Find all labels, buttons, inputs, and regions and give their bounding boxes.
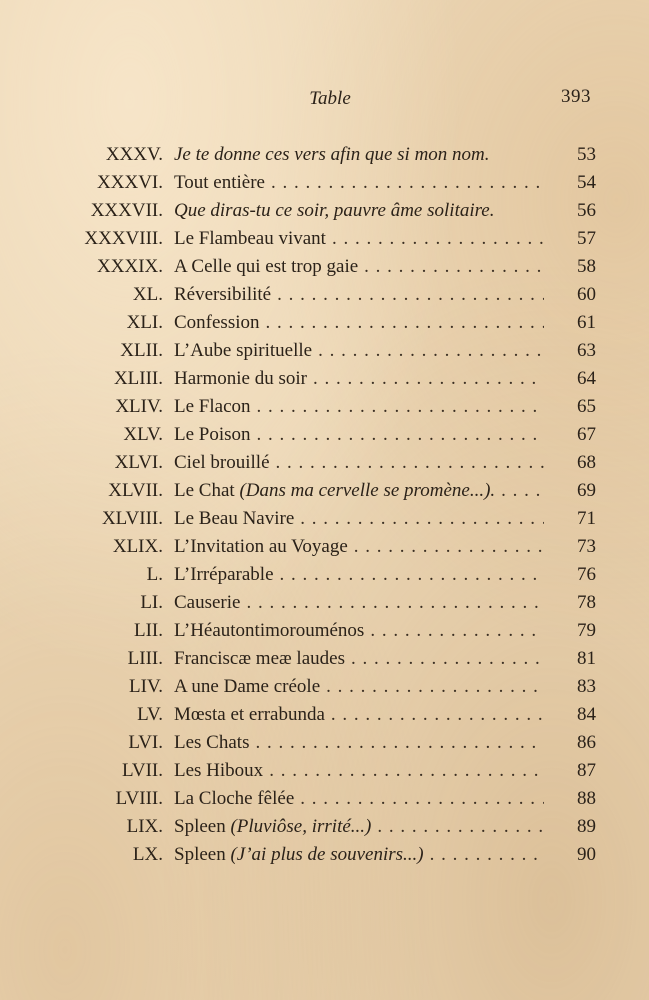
entry-page-number: 56 — [577, 200, 596, 221]
entry-page-number: 58 — [577, 256, 596, 277]
entry-page-number: 71 — [577, 508, 596, 529]
entry-page-number: 73 — [577, 536, 596, 557]
dot-leader — [331, 701, 544, 729]
entry-title-line — [174, 225, 544, 253]
toc-entry — [0, 281, 649, 309]
dot-leader — [255, 729, 544, 757]
dot-leader — [351, 645, 544, 673]
entry-title-line — [174, 589, 544, 617]
poem-title — [174, 561, 280, 589]
toc-entry — [0, 309, 649, 337]
poem-numeral: XLVI. — [114, 452, 163, 473]
poem-title — [174, 813, 377, 841]
poem-title-text: Franciscæ meæ laudes — [174, 648, 345, 669]
poem-numeral: XXXVI. — [97, 172, 163, 193]
running-head — [0, 88, 649, 114]
dot-leader — [276, 449, 544, 477]
poem-title-text: A Celle qui est trop gaie — [174, 256, 359, 277]
poem-title-text: Le Poison — [174, 424, 251, 445]
dot-leader — [370, 617, 544, 645]
dot-leader — [332, 225, 544, 253]
entry-page-number: 67 — [577, 424, 596, 445]
entry-title-line — [174, 393, 544, 421]
toc-entry — [0, 449, 649, 477]
poem-numeral: LX. — [132, 844, 163, 865]
entry-page-number: 57 — [577, 228, 596, 249]
toc-entry — [0, 785, 649, 813]
poem-numeral: LI. — [140, 592, 163, 613]
entry-title-line — [174, 141, 544, 169]
poem-numeral: XXXIX. — [97, 256, 163, 277]
toc-entry — [0, 225, 649, 253]
poem-title-text: A une Dame créole — [174, 676, 321, 697]
poem-title — [174, 393, 257, 421]
poem-numeral: LIX. — [126, 816, 163, 837]
poem-numeral: LII. — [133, 620, 163, 641]
poem-numeral: LVIII. — [115, 788, 163, 809]
poem-title — [174, 197, 501, 225]
entry-page-number: 89 — [577, 816, 596, 837]
poem-numeral: LV. — [137, 704, 163, 725]
poem-title-text: Je te donne ces vers afin que si mon nom. — [174, 144, 490, 165]
poem-title — [174, 141, 496, 169]
poem-title-text: La Cloche fêlée — [174, 788, 295, 809]
entry-title-line — [174, 365, 544, 393]
toc-entry — [0, 477, 649, 505]
poem-title — [174, 729, 255, 757]
dot-leader — [364, 253, 544, 281]
poem-title — [174, 281, 277, 309]
entry-page-number: 76 — [577, 564, 596, 585]
dot-leader — [318, 337, 544, 365]
poem-title — [174, 841, 430, 869]
poem-title-text: Mœsta et errabunda — [174, 704, 325, 725]
poem-title — [174, 533, 354, 561]
entry-page-number: 61 — [577, 312, 596, 333]
poem-title — [174, 365, 313, 393]
poem-title — [174, 337, 318, 365]
entry-title-line — [174, 169, 544, 197]
poem-title-text: Spleen — [174, 844, 226, 865]
poem-numeral: LVII. — [122, 760, 163, 781]
poem-title — [174, 169, 271, 197]
poem-title-text: Spleen — [174, 816, 226, 837]
entry-page-number: 64 — [577, 368, 596, 389]
poem-numeral: XXXV. — [105, 144, 163, 165]
entry-page-number: 69 — [577, 480, 596, 501]
dot-leader — [326, 673, 544, 701]
toc-entry — [0, 729, 649, 757]
poem-first-line: (Dans ma cervelle se promène...). — [239, 480, 496, 501]
poem-numeral: XXXVII. — [90, 200, 163, 221]
poem-title — [174, 421, 257, 449]
poem-title-text: Le Flambeau vivant — [174, 228, 326, 249]
poem-title — [174, 617, 370, 645]
dot-leader — [354, 533, 544, 561]
poem-numeral: L. — [146, 564, 163, 585]
dot-leader — [377, 813, 544, 841]
poem-title — [174, 505, 300, 533]
entry-page-number: 86 — [577, 732, 596, 753]
entry-page-number: 84 — [577, 704, 596, 725]
poem-numeral: XLII. — [120, 340, 163, 361]
poem-numeral: XLIV. — [115, 396, 163, 417]
poem-numeral: XLVII. — [108, 480, 163, 501]
toc-entry — [0, 813, 649, 841]
toc-entry — [0, 561, 649, 589]
entry-title-line — [174, 785, 544, 813]
toc-entry — [0, 169, 649, 197]
entry-page-number: 87 — [577, 760, 596, 781]
poem-title-text: L’Héautontimorouménos — [174, 620, 365, 641]
poem-title-text: Les Chats — [174, 732, 250, 753]
dot-leader — [257, 421, 544, 449]
dot-leader — [257, 393, 544, 421]
entry-title-line — [174, 701, 544, 729]
poem-numeral: LIII. — [127, 648, 163, 669]
poem-numeral: LIV. — [129, 676, 163, 697]
entry-page-number: 53 — [577, 144, 596, 165]
dot-leader — [313, 365, 544, 393]
entry-page-number: 90 — [577, 844, 596, 865]
toc-entry — [0, 757, 649, 785]
poem-title-text: L’Invitation au Voyage — [174, 536, 348, 557]
toc-entry — [0, 365, 649, 393]
poem-title-text: L’Aube spirituelle — [174, 340, 313, 361]
entry-page-number: 79 — [577, 620, 596, 641]
entry-title-line — [174, 841, 544, 869]
entry-page-number: 83 — [577, 676, 596, 697]
toc-entry — [0, 337, 649, 365]
poem-title-text: Tout entière — [174, 172, 265, 193]
poem-title — [174, 589, 246, 617]
poem-title-text: Ciel brouillé — [174, 452, 270, 473]
poem-title-text: Causerie — [174, 592, 241, 613]
poem-title-text: Réversibilité — [174, 284, 272, 305]
poem-numeral: XLIII. — [113, 368, 163, 389]
poem-numeral: XLV. — [123, 424, 163, 445]
poem-title — [174, 449, 276, 477]
entry-title-line — [174, 253, 544, 281]
table-of-contents — [0, 141, 649, 869]
poem-numeral: XL. — [132, 284, 163, 305]
toc-entry — [0, 841, 649, 869]
dot-leader — [266, 309, 545, 337]
poem-numeral: XLVIII. — [101, 508, 163, 529]
toc-entry — [0, 701, 649, 729]
entry-page-number: 54 — [577, 172, 596, 193]
poem-numeral: XLIX. — [112, 536, 163, 557]
entry-title-line — [174, 673, 544, 701]
entry-title-line — [174, 533, 544, 561]
entry-title-line — [174, 421, 544, 449]
poem-title — [174, 785, 300, 813]
poem-title — [174, 477, 501, 505]
entry-page-number: 68 — [577, 452, 596, 473]
entry-title-line — [174, 729, 544, 757]
poem-numeral: XLI. — [126, 312, 163, 333]
poem-title — [174, 701, 331, 729]
toc-entry — [0, 617, 649, 645]
dot-leader — [269, 757, 544, 785]
entry-title-line — [174, 813, 544, 841]
entry-page-number: 60 — [577, 284, 596, 305]
poem-title-text: Les Hiboux — [174, 760, 264, 781]
poem-title-text: Le Chat — [174, 480, 235, 501]
entry-title-line — [174, 645, 544, 673]
toc-entry — [0, 505, 649, 533]
poem-title — [174, 757, 269, 785]
poem-numeral: XXXVIII. — [84, 228, 163, 249]
page-number: 393 — [561, 86, 591, 107]
dot-leader — [300, 785, 544, 813]
entry-page-number: 65 — [577, 396, 596, 417]
toc-entry — [0, 589, 649, 617]
dot-leader — [246, 589, 544, 617]
entry-page-number: 88 — [577, 788, 596, 809]
dot-leader — [501, 477, 544, 505]
entry-title-line — [174, 309, 544, 337]
poem-title-text: L’Irréparable — [174, 564, 274, 585]
poem-title — [174, 309, 266, 337]
entry-page-number: 63 — [577, 340, 596, 361]
poem-title — [174, 673, 326, 701]
toc-entry — [0, 673, 649, 701]
poem-numeral: LVI. — [128, 732, 163, 753]
entry-title-line — [174, 757, 544, 785]
toc-entry — [0, 533, 649, 561]
running-title: Table — [309, 88, 351, 109]
dot-leader — [430, 841, 544, 869]
entry-title-line — [174, 281, 544, 309]
toc-entry — [0, 253, 649, 281]
entry-title-line — [174, 197, 544, 225]
toc-entry — [0, 421, 649, 449]
poem-title — [174, 645, 351, 673]
dot-leader — [300, 505, 544, 533]
poem-title-text: Que diras-tu ce soir, pauvre âme solitaire. — [174, 200, 495, 221]
toc-entry — [0, 393, 649, 421]
entry-title-line — [174, 561, 544, 589]
poem-title-text: Confession — [174, 312, 260, 333]
poem-title-text: Le Beau Navire — [174, 508, 295, 529]
poem-first-line: (Pluviôse, irrité...) — [230, 816, 372, 837]
toc-entry — [0, 197, 649, 225]
poem-title-text: Le Flacon — [174, 396, 251, 417]
entry-title-line — [174, 449, 544, 477]
poem-title — [174, 225, 332, 253]
dot-leader — [280, 561, 544, 589]
entry-title-line — [174, 505, 544, 533]
toc-entry — [0, 141, 649, 169]
entry-title-line — [174, 337, 544, 365]
dot-leader — [271, 169, 544, 197]
toc-entry — [0, 645, 649, 673]
entry-page-number: 78 — [577, 592, 596, 613]
poem-title — [174, 253, 364, 281]
poem-title-text: Harmonie du soir — [174, 368, 307, 389]
entry-title-line — [174, 477, 544, 505]
poem-first-line: (J’ai plus de souvenirs...) — [230, 844, 424, 865]
entry-page-number: 81 — [577, 648, 596, 669]
dot-leader — [277, 281, 544, 309]
entry-title-line — [174, 617, 544, 645]
